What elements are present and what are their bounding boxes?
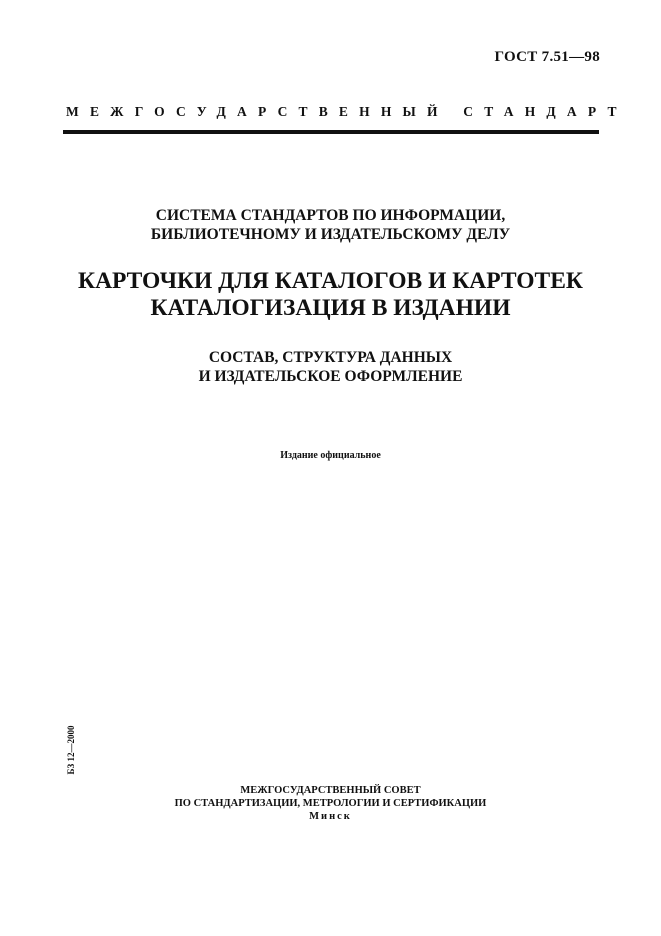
header-divider — [63, 130, 599, 134]
title-line-2: КАТАЛОГИЗАЦИЯ В ИЗДАНИИ — [150, 295, 511, 321]
publisher-line-1: МЕЖГОСУДАРСТВЕННЫЙ СОВЕТ — [240, 785, 421, 796]
publisher-city: Минск — [309, 811, 352, 822]
standard-series-title — [0, 206, 661, 244]
subtitle-line-2: И ИЗДАТЕЛЬСКОЕ ОФОРМЛЕНИЕ — [198, 368, 463, 385]
publisher-line-2: ПО СТАНДАРТИЗАЦИИ, МЕТРОЛОГИИ И СЕРТИФИКАЦИИ — [174, 798, 487, 809]
document-subtitle — [0, 348, 661, 386]
publisher-block — [0, 784, 661, 823]
standard-type-heading: МЕЖГОСУДАРСТВЕННЫЙ СТАНДАРТ — [66, 104, 628, 119]
document-code: ГОСТ 7.51—98 — [494, 49, 600, 65]
series-line-2: БИБЛИОТЕЧНОМУ И ИЗДАТЕЛЬСКОМУ ДЕЛУ — [150, 226, 511, 243]
document-title — [0, 268, 661, 322]
side-catalog-code: БЗ 12—2000 — [66, 725, 76, 775]
series-line-1: СИСТЕМА СТАНДАРТОВ ПО ИНФОРМАЦИИ, — [155, 207, 506, 224]
subtitle-line-1: СОСТАВ, СТРУКТУРА ДАННЫХ — [208, 349, 453, 366]
edition-note: Издание официальное — [280, 450, 381, 461]
title-line-1: КАРТОЧКИ ДЛЯ КАТАЛОГОВ И КАРТОТЕК — [78, 268, 583, 294]
